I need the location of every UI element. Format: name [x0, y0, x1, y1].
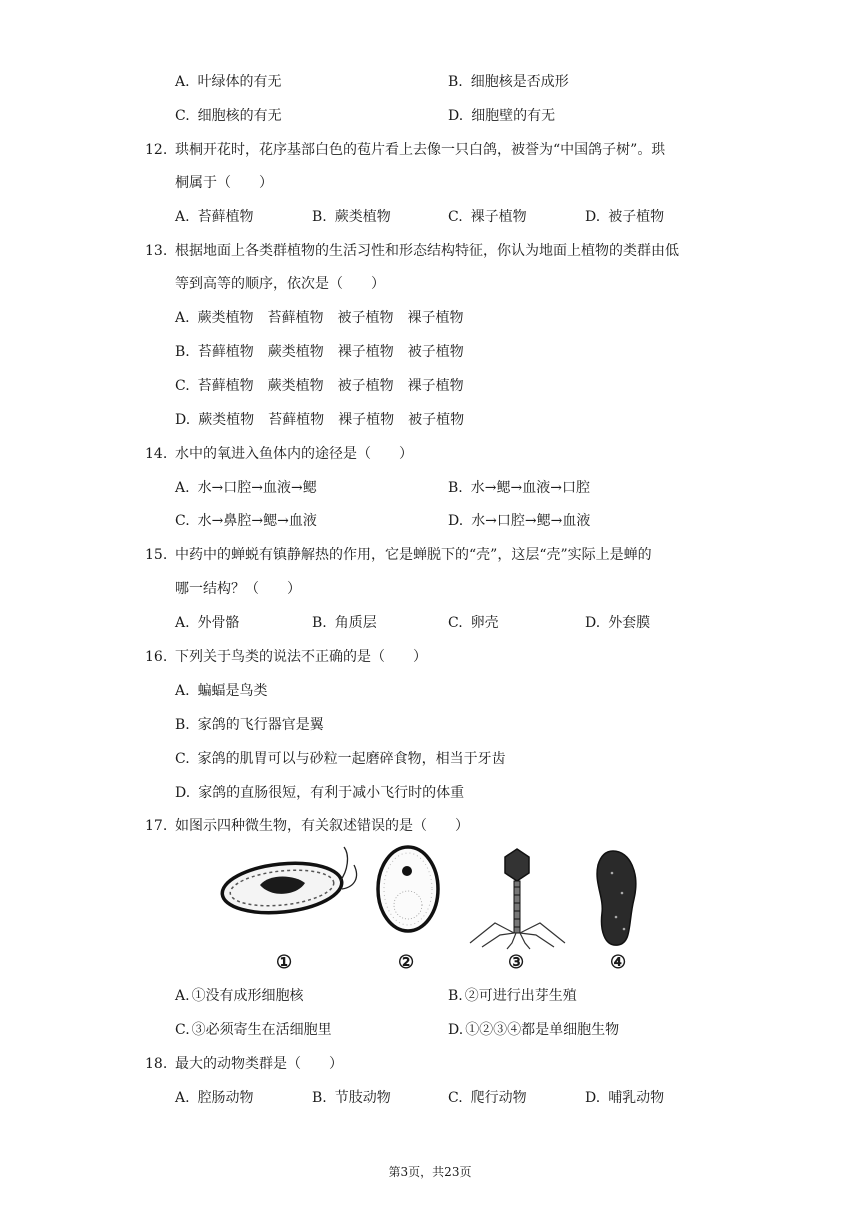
q18-option-c: C. 爬行动物 — [448, 1090, 527, 1106]
q17-option-d: D. ①②③④都是单细胞生物 — [448, 1022, 620, 1038]
q18-number: 18. — [145, 1056, 168, 1072]
q13-option-a: A. 蕨类植物 苔藓植物 被子植物 裸子植物 — [175, 310, 464, 326]
q18-stem: 最大的动物类群是（ ） — [175, 1056, 343, 1072]
q15-option-a: A. 外骨骼 — [175, 615, 240, 631]
q17-option-a: A. ①没有成形细胞核 — [175, 988, 304, 1004]
q16-option-a: A. 蝙蝠是鸟类 — [175, 683, 268, 699]
figure-label-1: ① — [276, 952, 293, 973]
q17-option-c: C. ③必须寄生在活细胞里 — [175, 1022, 332, 1038]
q17-number: 17. — [145, 818, 168, 834]
q17-stem: 如图示四种微生物，有关叙述错误的是（ ） — [175, 818, 469, 834]
q16-number: 16. — [145, 649, 168, 665]
q11-option-a: A. 叶绿体的有无 — [175, 74, 282, 90]
bacterium-drawing — [220, 847, 357, 918]
q14-stem: 水中的氧进入鱼体内的途径是（ ） — [175, 446, 413, 462]
yeast-drawing — [378, 847, 438, 931]
q11-option-c: C. 细胞核的有无 — [175, 108, 282, 124]
bacteriophage-drawing — [470, 849, 565, 949]
q12-option-d: D. 被子植物 — [585, 209, 665, 225]
figure-label-3: ③ — [508, 952, 525, 973]
figure-label-2: ② — [398, 952, 415, 973]
q16-option-b: B. 家鸽的飞行器官是翼 — [175, 717, 324, 733]
q17-option-b: B. ②可进行出芽生殖 — [448, 988, 577, 1004]
q12-stem-line1: 珙桐开花时，花序基部白色的苞片看上去像一只白鸽，被誉为“中国鸽子树”。珙 — [175, 142, 666, 158]
paramecium-drawing — [597, 851, 636, 945]
q12-option-c: C. 裸子植物 — [448, 209, 527, 225]
q12-stem-line2: 桐属于（ ） — [175, 175, 273, 191]
q14-option-c: C. 水→鼻腔→鳃→血液 — [175, 513, 317, 529]
q15-stem-line2: 哪一结构？（ ） — [175, 581, 301, 597]
page-footer: 第3页，共23页 — [388, 1165, 472, 1179]
q12-number: 12. — [145, 142, 168, 158]
q16-stem: 下列关于鸟类的说法不正确的是（ ） — [175, 649, 427, 665]
q14-option-d: D. 水→口腔→鳃→血液 — [448, 513, 591, 529]
q15-option-d: D. 外套膜 — [585, 615, 651, 631]
figure-label-4: ④ — [610, 952, 627, 973]
q13-number: 13. — [145, 243, 168, 259]
q14-number: 14. — [145, 446, 168, 462]
q16-option-d: D. 家鸽的直肠很短，有利于减小飞行时的体重 — [175, 785, 465, 801]
q12-option-b: B. 蕨类植物 — [312, 209, 391, 225]
q13-option-c: C. 苔藓植物 蕨类植物 被子植物 裸子植物 — [175, 378, 464, 394]
q18-option-a: A. 腔肠动物 — [175, 1090, 254, 1106]
q13-option-d: D. 蕨类植物 苔藓植物 裸子植物 被子植物 — [175, 412, 465, 428]
q11-option-d: D. 细胞壁的有无 — [448, 108, 556, 124]
q16-option-c: C. 家鸽的肌胃可以与砂粒一起磨碎食物，相当于牙齿 — [175, 751, 506, 767]
q11-option-b: B. 细胞核是否成形 — [448, 74, 569, 90]
q18-option-b: B. 节肢动物 — [312, 1090, 391, 1106]
q15-option-c: C. 卵壳 — [448, 615, 499, 631]
q13-stem-line2: 等到高等的顺序，依次是（ ） — [175, 276, 385, 292]
q15-option-b: B. 角质层 — [312, 615, 377, 631]
q13-stem-line1: 根据地面上各类群植物的生活习性和形态结构特征，你认为地面上植物的类群由低 — [175, 243, 679, 259]
q12-option-a: A. 苔藓植物 — [175, 209, 254, 225]
q14-option-a: A. 水→口腔→血液→鳃 — [175, 480, 317, 496]
q13-option-b: B. 苔藓植物 蕨类植物 裸子植物 被子植物 — [175, 344, 464, 360]
q14-option-b: B. 水→鳃→血液→口腔 — [448, 480, 590, 496]
q15-number: 15. — [145, 547, 168, 563]
microorganism-figure — [220, 843, 640, 977]
q18-option-d: D. 哺乳动物 — [585, 1090, 665, 1106]
q15-stem-line1: 中药中的蝉蜕有镇静解热的作用，它是蝉脱下的“壳”，这层“壳”实际上是蝉的 — [175, 547, 652, 563]
